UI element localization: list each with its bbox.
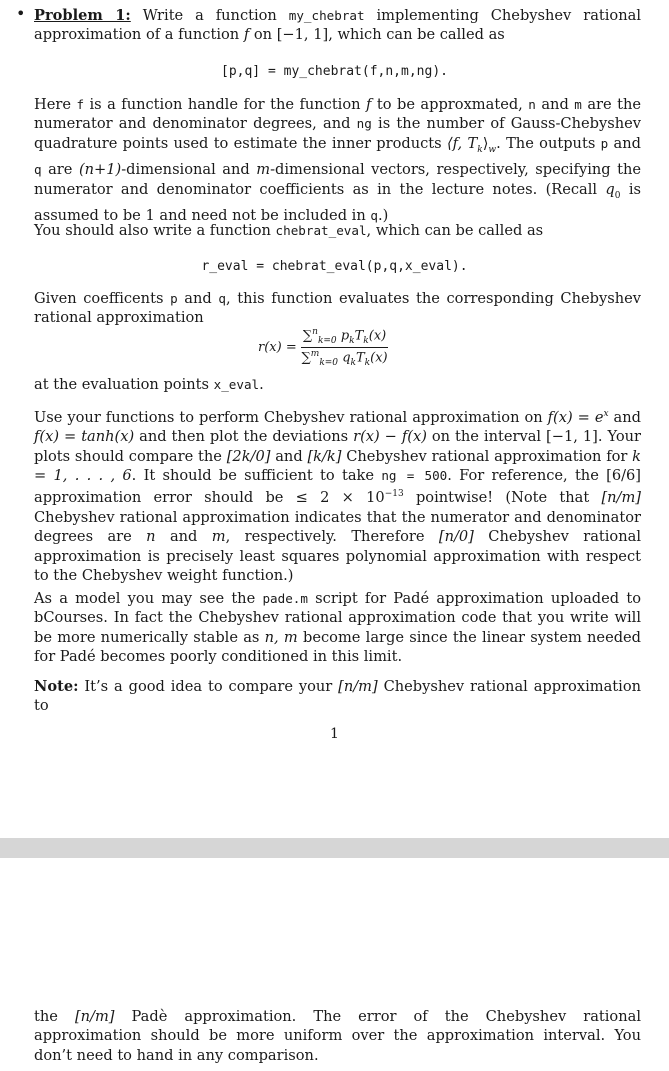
task-paragraph: Use your functions to perform Chebyshev rational approximation on $f(x) = e^x$ and f(x) = tanh(x) and then plot the deviations r(x) − f(x) on the interval [−1, 1]. Your plots should compare the [2k/0] and [k/k] Chebyshev rational approximation for k = 1, . . . , 6. It should be sufficient to take ng = 500. For reference, the [6/6] approximation error should be ≤ $2 \times 10^{-13}$ pointwise! (Note that [n/m] Chebyshev rational approximation indicates that the numerator and denominator degrees are n and m, respectively. Therefore [n/0] Chebyshev rational approximation is precisely least squares polynomial approximation with respect to the Chebyshev weight function.) [34, 408, 641, 584]
page-2 [0, 858, 669, 1071]
parameters-paragraph: Here f is a function handle for the function f to be approxmated, n and m are the numerator and denominator degrees, and ng is the number of Gauss-Chebyshev quadrature points used to estimate the inner products ⟨f, $T_k⟩_w$. The outputs p and q are (n+1)-dimensional and m-dimensional vectors, respectively, specifying the numerator and denominator coefficients as in the lecture notes. (Recall $q_0$ is assumed to be 1 and need not be included in q.) [34, 96, 642, 224]
page-break [0, 838, 669, 858]
continuation-paragraph: the [n/m] Padè approximation. The error of the Chebyshev rational approximation should be more uniform over the approximation interval. You don’t need to hand in any comparison. [34, 1008, 641, 1064]
formula-numerator: ∑$^n_{k=0}$ $p_kT_k(x)$ [302, 327, 387, 346]
call-chebrat-eval: r_eval = chebrat_eval(p,q,x_eval). [201, 259, 468, 274]
eval-function-paragraph: You should also write a function chebrat_eval, which can be called as [34, 222, 544, 239]
formula-lhs: r(x) = [258, 339, 297, 355]
coefficients-paragraph: Given coefficents p and q, this function evaluates the corresponding Chebyshev rational approximation [34, 290, 641, 327]
note-line: Note: It’s a good idea to compare your [n/m] Chebyshev rational approximation to [34, 678, 641, 715]
problem-intro: Problem 1: Write a function my_chebrat implementing Chebyshev rational approximation of a function f on [−1, 1], which can be called as [34, 7, 641, 44]
bullet: • [16, 4, 26, 23]
formula-denominator: ∑$^m_{k=0}$ $q_kT_k(x)$ [301, 348, 388, 368]
evaluation-points-line: at the evaluation points x_eval. [34, 376, 264, 393]
problem-heading: Problem 1: [34, 7, 131, 24]
rational-formula [258, 327, 388, 368]
pade-model-paragraph: As a model you may see the pade.m script for Padé approximation uploaded to bCourses. In fact the Chebyshev rational approximation code that you write will be more numerically stable as n, m become large since the linear system needed for Padé becomes poorly conditioned in this limit. [34, 590, 642, 666]
page-number: 1 [330, 726, 339, 742]
formula-fraction [301, 327, 388, 368]
note-label: Note: [34, 678, 79, 695]
call-my-chebrat: [p,q] = my_chebrat(f,n,m,ng). [221, 64, 448, 79]
